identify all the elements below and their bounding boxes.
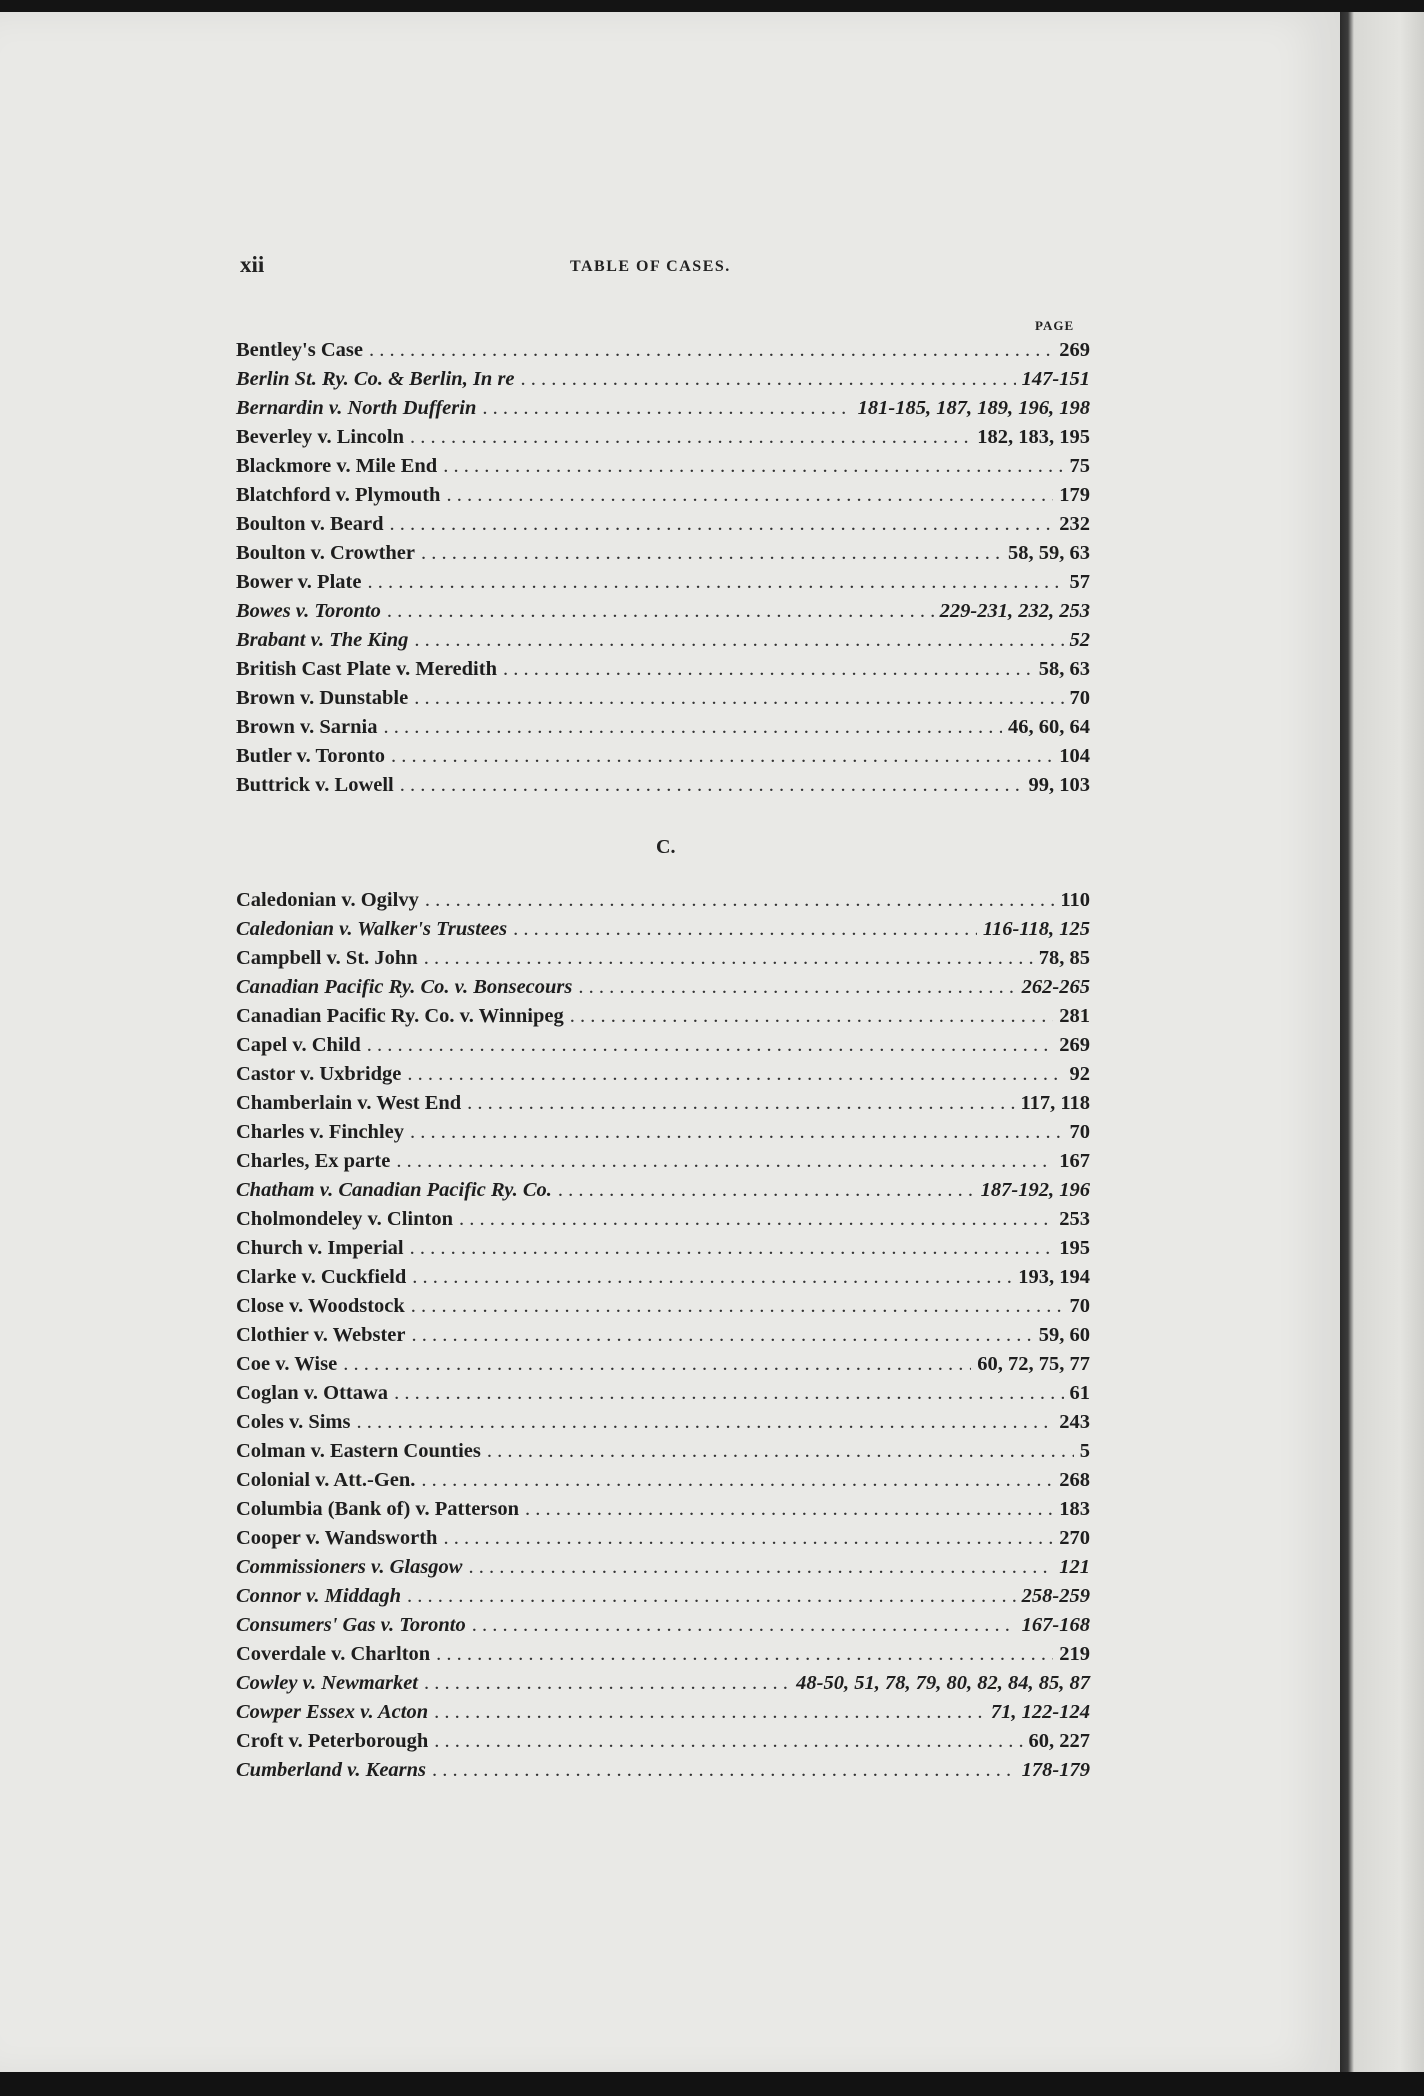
case-pages: 70 bbox=[1069, 687, 1090, 709]
case-name: Boulton v. Beard bbox=[236, 513, 384, 535]
case-name: Coe v. Wise bbox=[236, 1353, 338, 1375]
dot-leader bbox=[432, 1756, 1016, 1785]
case-pages: 258-259 bbox=[1021, 1585, 1090, 1607]
dot-leader bbox=[482, 394, 851, 423]
dot-leader bbox=[412, 1263, 1012, 1292]
case-entry bbox=[236, 539, 1090, 568]
case-name: Coles v. Sims bbox=[236, 1411, 351, 1433]
dot-leader bbox=[521, 365, 1016, 394]
case-entry bbox=[236, 1408, 1090, 1437]
case-entry bbox=[236, 1553, 1090, 1582]
dot-leader bbox=[387, 597, 934, 626]
dot-leader bbox=[525, 1495, 1053, 1524]
case-entry bbox=[236, 1495, 1090, 1524]
case-name: Cooper v. Wandsworth bbox=[236, 1527, 438, 1549]
page-edge bbox=[1340, 12, 1424, 2082]
scan-border bbox=[0, 2072, 1424, 2096]
case-pages: 167 bbox=[1059, 1150, 1090, 1172]
case-entry bbox=[236, 771, 1090, 800]
dot-leader bbox=[396, 1147, 1053, 1176]
dot-leader bbox=[421, 539, 1002, 568]
case-name: Clarke v. Cuckfield bbox=[236, 1266, 407, 1288]
case-list-c bbox=[236, 886, 1090, 1785]
dot-leader bbox=[410, 1234, 1054, 1263]
case-entry bbox=[236, 886, 1090, 915]
case-pages: 229-231, 232, 253 bbox=[939, 600, 1090, 622]
case-name: Church v. Imperial bbox=[236, 1237, 404, 1259]
dot-leader bbox=[570, 1002, 1054, 1031]
case-entry bbox=[236, 944, 1090, 973]
case-name: Canadian Pacific Ry. Co. v. Winnipeg bbox=[236, 1005, 564, 1027]
case-pages: 262-265 bbox=[1021, 976, 1090, 998]
case-pages: 187-192, 196 bbox=[980, 1179, 1090, 1201]
case-name: Buttrick v. Lowell bbox=[236, 774, 394, 796]
case-name: Colonial v. Att.-Gen. bbox=[236, 1469, 416, 1491]
case-pages: 70 bbox=[1069, 1121, 1090, 1143]
section-heading: C. bbox=[656, 836, 676, 858]
dot-leader bbox=[425, 886, 1055, 915]
case-entry bbox=[236, 394, 1090, 423]
case-entry bbox=[236, 1176, 1090, 1205]
case-entry bbox=[236, 1147, 1090, 1176]
dot-leader bbox=[513, 915, 977, 944]
case-pages: 195 bbox=[1059, 1237, 1090, 1259]
case-name: British Cast Plate v. Meredith bbox=[236, 658, 497, 680]
case-pages: 57 bbox=[1069, 571, 1090, 593]
case-entry bbox=[236, 1205, 1090, 1234]
case-name: Cowley v. Newmarket bbox=[236, 1672, 418, 1694]
dot-leader bbox=[472, 1611, 1016, 1640]
case-pages: 182, 183, 195 bbox=[977, 426, 1090, 448]
dot-leader bbox=[446, 481, 1053, 510]
case-pages: 99, 103 bbox=[1028, 774, 1090, 796]
case-name: Butler v. Toronto bbox=[236, 745, 386, 767]
case-pages: 179 bbox=[1059, 484, 1090, 506]
case-pages: 167-168 bbox=[1021, 1614, 1090, 1636]
case-entry bbox=[236, 1698, 1090, 1727]
case-pages: 253 bbox=[1059, 1208, 1090, 1230]
case-pages: 70 bbox=[1069, 1295, 1090, 1317]
case-pages: 5 bbox=[1079, 1440, 1090, 1462]
case-entry bbox=[236, 1118, 1090, 1147]
case-name: Cowper Essex v. Acton bbox=[236, 1701, 429, 1723]
case-entry bbox=[236, 684, 1090, 713]
case-pages: 110 bbox=[1060, 889, 1090, 911]
case-entry bbox=[236, 1002, 1090, 1031]
case-name: Commissioners v. Glasgow bbox=[236, 1556, 463, 1578]
case-entry bbox=[236, 1292, 1090, 1321]
dot-leader bbox=[468, 1553, 1053, 1582]
case-name: Campbell v. St. John bbox=[236, 947, 418, 969]
dot-leader bbox=[434, 1698, 985, 1727]
case-entry bbox=[236, 655, 1090, 684]
case-name: Castor v. Uxbridge bbox=[236, 1063, 402, 1085]
case-pages: 58, 63 bbox=[1038, 658, 1090, 680]
case-pages: 46, 60, 64 bbox=[1008, 716, 1090, 738]
case-name: Bower v. Plate bbox=[236, 571, 362, 593]
dot-leader bbox=[412, 1321, 1033, 1350]
dot-leader bbox=[487, 1437, 1074, 1466]
case-name: Bernardin v. North Dufferin bbox=[236, 397, 477, 419]
case-pages: 219 bbox=[1059, 1643, 1090, 1665]
case-name: Caledonian v. Walker's Trustees bbox=[236, 918, 508, 940]
case-pages: 147-151 bbox=[1021, 368, 1090, 390]
case-pages: 116-118, 125 bbox=[982, 918, 1090, 940]
case-entry bbox=[236, 1466, 1090, 1495]
case-name: Chatham v. Canadian Pacific Ry. Co. bbox=[236, 1179, 552, 1201]
dot-leader bbox=[356, 1408, 1053, 1437]
case-name: Bentley's Case bbox=[236, 339, 363, 361]
dot-leader bbox=[410, 423, 971, 452]
case-pages: 269 bbox=[1059, 339, 1090, 361]
case-pages: 60, 72, 75, 77 bbox=[977, 1353, 1090, 1375]
case-name: Charles v. Finchley bbox=[236, 1121, 404, 1143]
case-entry bbox=[236, 1350, 1090, 1379]
case-entry bbox=[236, 1060, 1090, 1089]
case-name: Capel v. Child bbox=[236, 1034, 361, 1056]
case-entry bbox=[236, 1263, 1090, 1292]
case-name: Charles, Ex parte bbox=[236, 1150, 391, 1172]
case-pages: 121 bbox=[1059, 1556, 1090, 1578]
case-entry bbox=[236, 1756, 1090, 1785]
case-name: Brown v. Sarnia bbox=[236, 716, 378, 738]
case-entry bbox=[236, 1321, 1090, 1350]
case-entry bbox=[236, 365, 1090, 394]
case-name: Chamberlain v. West End bbox=[236, 1092, 462, 1114]
case-pages: 183 bbox=[1059, 1498, 1090, 1520]
dot-leader bbox=[421, 1466, 1053, 1495]
case-pages: 281 bbox=[1059, 1005, 1090, 1027]
case-name: Close v. Woodstock bbox=[236, 1295, 405, 1317]
dot-leader bbox=[436, 1640, 1053, 1669]
case-name: Clothier v. Webster bbox=[236, 1324, 406, 1346]
dot-leader bbox=[424, 944, 1033, 973]
case-pages: 48-50, 51, 78, 79, 80, 82, 84, 85, 87 bbox=[796, 1672, 1090, 1694]
case-entry bbox=[236, 1524, 1090, 1553]
dot-leader bbox=[369, 336, 1053, 365]
case-name: Consumers' Gas v. Toronto bbox=[236, 1614, 466, 1636]
case-name: Cumberland v. Kearns bbox=[236, 1759, 427, 1781]
dot-leader bbox=[410, 1118, 1064, 1147]
case-entry bbox=[236, 1379, 1090, 1408]
dot-leader bbox=[443, 452, 1063, 481]
case-entry bbox=[236, 1640, 1090, 1669]
case-name: Caledonian v. Ogilvy bbox=[236, 889, 419, 911]
case-name: Berlin St. Ry. Co. & Berlin, In re bbox=[236, 368, 515, 390]
dot-leader bbox=[367, 568, 1063, 597]
case-pages: 52 bbox=[1069, 629, 1090, 651]
case-name: Columbia (Bank of) v. Patterson bbox=[236, 1498, 520, 1520]
dot-leader bbox=[434, 1727, 1022, 1756]
dot-leader bbox=[391, 742, 1053, 771]
case-entry bbox=[236, 742, 1090, 771]
case-pages: 71, 122-124 bbox=[990, 1701, 1090, 1723]
dot-leader bbox=[407, 1060, 1063, 1089]
case-pages: 78, 85 bbox=[1038, 947, 1090, 969]
case-name: Brown v. Dunstable bbox=[236, 687, 409, 709]
case-pages: 181-185, 187, 189, 196, 198 bbox=[857, 397, 1090, 419]
case-pages: 178-179 bbox=[1021, 1759, 1090, 1781]
case-name: Cholmondeley v. Clinton bbox=[236, 1208, 453, 1230]
dot-leader bbox=[367, 1031, 1054, 1060]
case-entry bbox=[236, 336, 1090, 365]
case-list-b bbox=[236, 336, 1090, 800]
case-entry bbox=[236, 973, 1090, 1002]
case-pages: 58, 59, 63 bbox=[1008, 542, 1090, 564]
case-name: Blatchford v. Plymouth bbox=[236, 484, 441, 506]
dot-leader bbox=[467, 1089, 1014, 1118]
dot-leader bbox=[411, 1292, 1064, 1321]
case-name: Connor v. Middagh bbox=[236, 1585, 401, 1607]
page-column-label: PAGE bbox=[1035, 318, 1075, 333]
case-pages: 268 bbox=[1059, 1469, 1090, 1491]
dot-leader bbox=[443, 1524, 1053, 1553]
case-pages: 232 bbox=[1059, 513, 1090, 535]
case-entry bbox=[236, 1582, 1090, 1611]
dot-leader bbox=[390, 510, 1054, 539]
case-pages: 243 bbox=[1059, 1411, 1090, 1433]
case-name: Blackmore v. Mile End bbox=[236, 455, 438, 477]
case-pages: 59, 60 bbox=[1038, 1324, 1090, 1346]
case-entry bbox=[236, 481, 1090, 510]
dot-leader bbox=[459, 1205, 1053, 1234]
dot-leader bbox=[558, 1176, 975, 1205]
page-header bbox=[240, 252, 1090, 282]
case-entry bbox=[236, 1669, 1090, 1698]
dot-leader bbox=[414, 684, 1063, 713]
case-name: Boulton v. Crowther bbox=[236, 542, 416, 564]
dot-leader bbox=[503, 655, 1033, 684]
case-pages: 104 bbox=[1059, 745, 1090, 767]
dot-leader bbox=[383, 713, 1002, 742]
case-name: Brabant v. The King bbox=[236, 629, 409, 651]
case-name: Coverdale v. Charlton bbox=[236, 1643, 431, 1665]
case-pages: 117, 118 bbox=[1020, 1092, 1090, 1114]
dot-leader bbox=[414, 626, 1063, 655]
case-entry bbox=[236, 1727, 1090, 1756]
case-pages: 193, 194 bbox=[1018, 1266, 1090, 1288]
case-pages: 270 bbox=[1059, 1527, 1090, 1549]
case-entry bbox=[236, 1031, 1090, 1060]
case-pages: 60, 227 bbox=[1028, 1730, 1090, 1752]
case-name: Beverley v. Lincoln bbox=[236, 426, 404, 448]
dot-leader bbox=[424, 1669, 790, 1698]
case-entry bbox=[236, 1089, 1090, 1118]
case-entry bbox=[236, 1437, 1090, 1466]
case-entry bbox=[236, 915, 1090, 944]
case-pages: 269 bbox=[1059, 1034, 1090, 1056]
case-name: Colman v. Eastern Counties bbox=[236, 1440, 481, 1462]
dot-leader bbox=[578, 973, 1015, 1002]
dot-leader bbox=[407, 1582, 1016, 1611]
case-entry bbox=[236, 510, 1090, 539]
case-entry bbox=[236, 1611, 1090, 1640]
case-name: Canadian Pacific Ry. Co. v. Bonsecours bbox=[236, 976, 573, 998]
case-entry bbox=[236, 568, 1090, 597]
case-entry bbox=[236, 1234, 1090, 1263]
case-entry bbox=[236, 713, 1090, 742]
case-name: Coglan v. Ottawa bbox=[236, 1382, 389, 1404]
dot-leader bbox=[394, 1379, 1063, 1408]
case-pages: 92 bbox=[1069, 1063, 1090, 1085]
case-entry bbox=[236, 423, 1090, 452]
case-entry bbox=[236, 626, 1090, 655]
dot-leader bbox=[400, 771, 1023, 800]
dot-leader bbox=[343, 1350, 971, 1379]
case-pages: 75 bbox=[1069, 455, 1090, 477]
case-entry bbox=[236, 597, 1090, 626]
case-name: Bowes v. Toronto bbox=[236, 600, 381, 622]
running-title: TABLE OF CASES. bbox=[570, 258, 731, 275]
page-number: xii bbox=[240, 252, 265, 277]
case-name: Croft v. Peterborough bbox=[236, 1730, 429, 1752]
case-entry bbox=[236, 452, 1090, 481]
case-pages: 61 bbox=[1069, 1382, 1090, 1404]
